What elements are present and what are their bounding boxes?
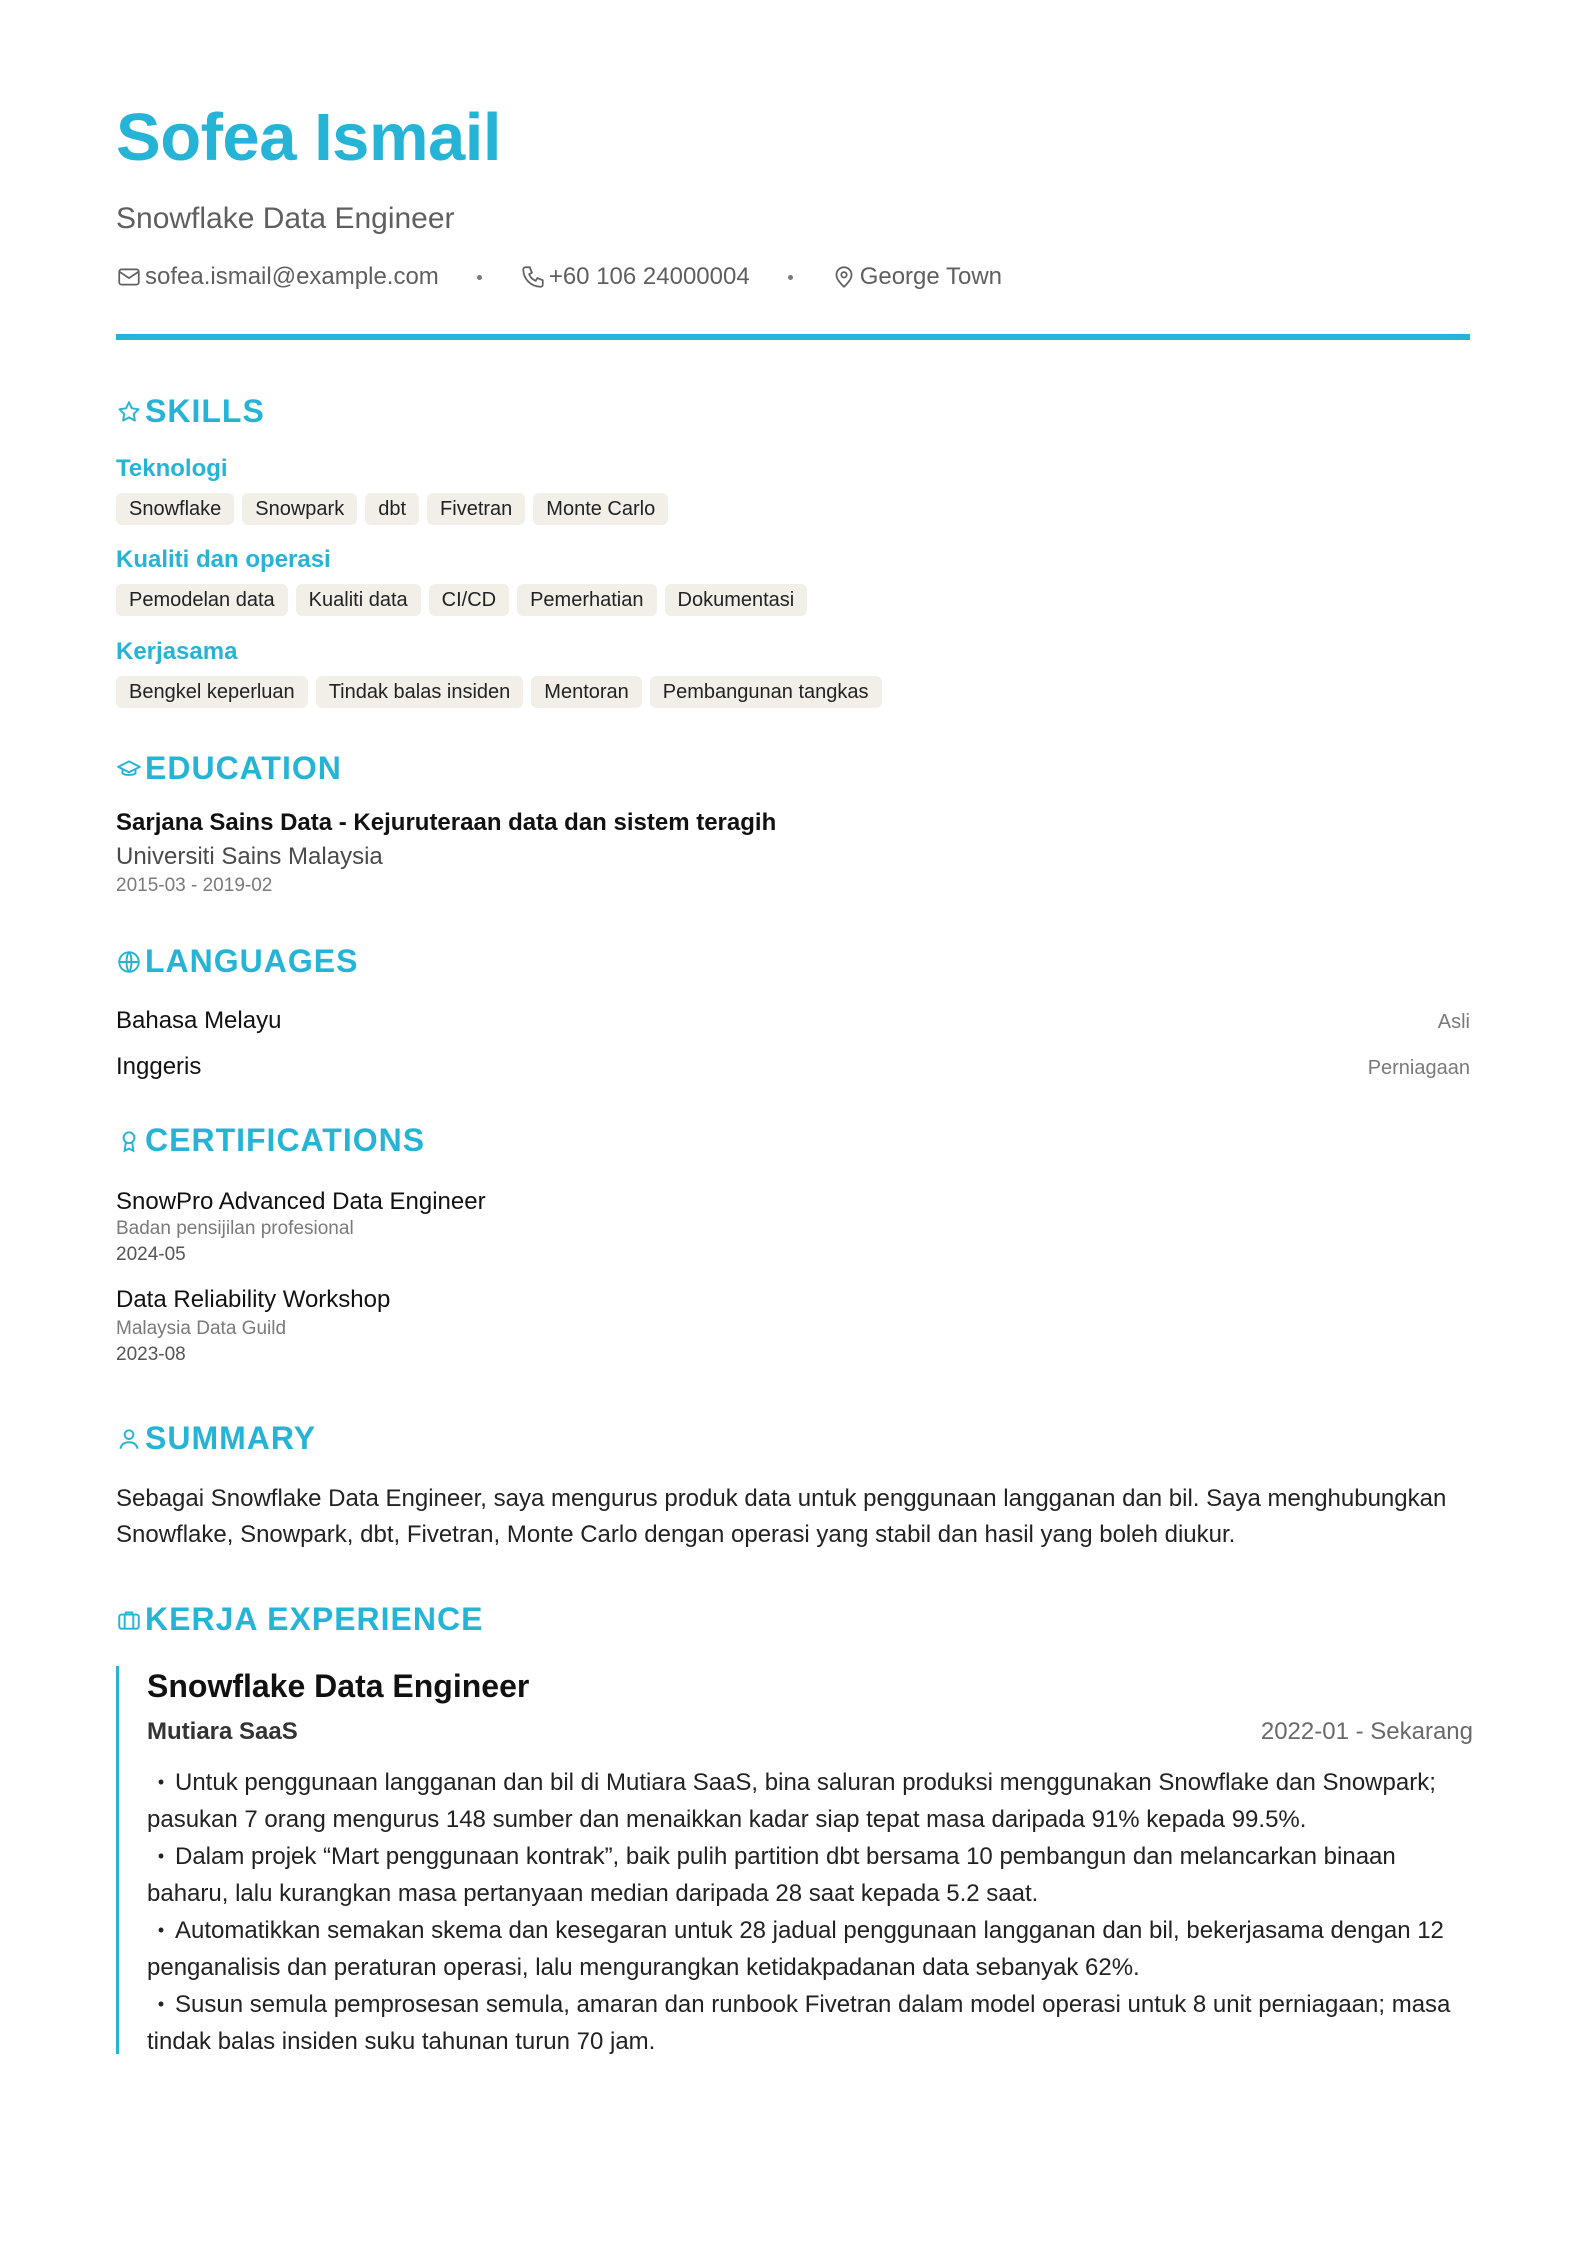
- skill-tags-kerjasama: [116, 676, 882, 708]
- skill-tag: CI/CD: [429, 584, 509, 616]
- skill-group-title: Kualiti dan operasi: [116, 546, 331, 573]
- education-dates: 2015-03 - 2019-02: [116, 875, 273, 896]
- skills-heading: [116, 393, 265, 430]
- experience-bullet: • Untuk penggunaan langganan dan bil di Mutiara SaaS, bina saluran produksi menggunakan Snowflake dan Snowpark; pasukan 7 orang mengurus 148 sumber dan menaikkan kadar siap tepat masa daripada 91% kepada 99.5%.: [147, 1764, 1473, 1838]
- briefcase-icon: [116, 1607, 142, 1633]
- education-degree: Sarjana Sains Data - Kejuruteraan data dan sistem teragih: [116, 809, 777, 836]
- star-icon: [116, 399, 142, 425]
- skill-tag: Dokumentasi: [665, 584, 808, 616]
- skill-tag: Pemerhatian: [517, 584, 656, 616]
- language-level: Asli: [1437, 1011, 1470, 1033]
- experience-role: Snowflake Data Engineer: [147, 1668, 530, 1704]
- certification-date: 2024-05: [116, 1244, 186, 1265]
- award-icon: [116, 1128, 142, 1154]
- experience-bullet: • Automatikkan semakan skema dan kesegaran untuk 28 jadual penggunaan langganan dan bil, bekerjasama dengan 12 penganalisis dan peraturan operasi, lalu mengurangkan ketidakpadanan data sebanyak 62%.: [147, 1912, 1473, 1986]
- user-icon: [116, 1426, 142, 1452]
- skills-title: SKILLS: [145, 393, 265, 429]
- contact-email[interactable]: [116, 263, 439, 291]
- education-title: EDUCATION: [145, 750, 342, 786]
- summary-heading: [116, 1420, 316, 1457]
- phone-text: +60 106 24000004: [548, 263, 750, 290]
- skill-tag: Snowflake: [116, 493, 234, 525]
- summary-text: Sebagai Snowflake Data Engineer, saya mengurus produk data untuk penggunaan langganan dan bil. Saya menghubungkan Snowflake, Snowpark, dbt, Fivetran, Monte Carlo dengan operasi yang stabil dan hasil yang boleh diukur.: [116, 1485, 1447, 1548]
- skill-tag: Mentoran: [531, 676, 642, 708]
- certification-issuer: Malaysia Data Guild: [116, 1318, 287, 1339]
- skill-tag: Bengkel keperluan: [116, 676, 308, 708]
- experience-bullet: • Dalam projek “Mart penggunaan kontrak”, baik pulih partition dbt bersama 10 pembangun dan melancarkan binaan baharu, lalu kurangkan masa pertanyaan median daripada 28 saat kepada 5.2 saat.: [147, 1838, 1473, 1912]
- contact-phone[interactable]: [520, 263, 750, 291]
- skill-group-title: Teknologi: [116, 455, 228, 482]
- education-school: Universiti Sains Malaysia: [116, 843, 383, 870]
- globe-icon: [116, 949, 142, 975]
- skill-tag: dbt: [365, 493, 419, 525]
- mail-icon: [116, 264, 142, 290]
- languages-heading: [116, 943, 358, 980]
- language-name: Bahasa Melayu: [116, 1007, 282, 1034]
- education-heading: [116, 750, 342, 787]
- skill-tag: Pembangunan tangkas: [650, 676, 882, 708]
- languages-title: LANGUAGES: [145, 943, 359, 979]
- language-row: [116, 1007, 1470, 1035]
- contact-row: [116, 263, 1002, 291]
- certification-issuer: Badan pensijilan profesional: [116, 1218, 354, 1239]
- separator-dot: [477, 275, 482, 280]
- certifications-title: CERTIFICATIONS: [145, 1122, 426, 1158]
- email-text: sofea.ismail@example.com: [145, 263, 439, 290]
- experience-heading: [116, 1601, 483, 1638]
- certification-name: SnowPro Advanced Data Engineer: [116, 1188, 486, 1215]
- skill-tag: Fivetran: [427, 493, 525, 525]
- map-pin-icon: [831, 264, 857, 290]
- skill-group-title: Kerjasama: [116, 638, 238, 665]
- header-divider: [116, 334, 1470, 340]
- certification-date: 2023-08: [116, 1344, 186, 1365]
- skill-tag: Snowpark: [242, 493, 357, 525]
- graduation-cap-icon: [116, 756, 142, 782]
- experience-company: Mutiara SaaS: [147, 1718, 298, 1745]
- experience-title: KERJA EXPERIENCE: [145, 1601, 484, 1637]
- certifications-heading: [116, 1122, 425, 1159]
- experience-entry: [116, 1666, 1473, 2054]
- experience-bullets: [147, 1764, 1473, 2060]
- experience-dates: 2022-01 - Sekarang: [1260, 1718, 1473, 1745]
- experience-bullet: • Susun semula pemprosesan semula, amaran dan runbook Fivetran dalam model operasi untuk 8 unit perniagaan; masa tindak balas insiden suku tahunan turun 70 jam.: [147, 1986, 1473, 2060]
- summary-title: SUMMARY: [145, 1420, 317, 1456]
- skill-tags-teknologi: [116, 493, 668, 525]
- language-name: Inggeris: [116, 1053, 202, 1080]
- language-level: Perniagaan: [1367, 1057, 1470, 1079]
- contact-location: [831, 263, 1002, 291]
- certification-name: Data Reliability Workshop: [116, 1286, 391, 1313]
- skill-tag: Kualiti data: [296, 584, 421, 616]
- skill-tag: Monte Carlo: [533, 493, 668, 525]
- skill-tag: Pemodelan data: [116, 584, 288, 616]
- skill-tags-kualiti: [116, 584, 807, 616]
- phone-icon: [520, 264, 546, 290]
- candidate-role: Snowflake Data Engineer: [116, 202, 455, 235]
- skill-tag: Tindak balas insiden: [316, 676, 524, 708]
- candidate-name: Sofea Ismail: [116, 100, 502, 175]
- language-row: [116, 1053, 1470, 1081]
- location-text: George Town: [859, 263, 1002, 290]
- separator-dot: [788, 275, 793, 280]
